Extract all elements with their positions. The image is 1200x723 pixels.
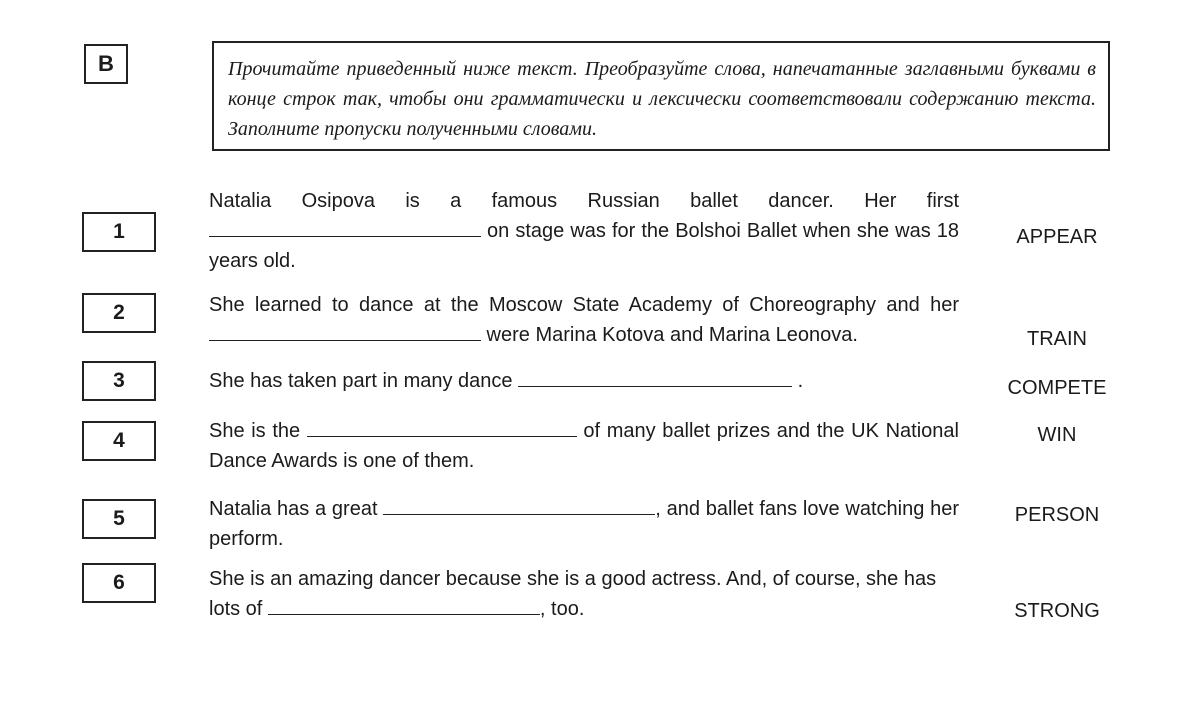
- sentence-part-before: Natalia Osipova is a famous Russian ballet dancer. Her first: [209, 190, 959, 212]
- task-keyword: STRONG: [1014, 600, 1100, 622]
- sentence-part-after: .: [792, 370, 804, 392]
- task-number-box: [82, 563, 156, 603]
- sentence-part-before: Natalia has a great: [209, 498, 384, 520]
- instructions-box: [212, 41, 1110, 151]
- task-number: 1: [113, 220, 125, 243]
- sentence-part-after: , and ballet fans love watching her perform.: [209, 498, 959, 550]
- task-number-box: [82, 361, 156, 401]
- task-keyword: WIN: [1037, 424, 1077, 446]
- sentence-part-before: She has taken part in many dance: [209, 370, 519, 392]
- task-number: 4: [113, 429, 125, 452]
- sentence-part-before: She is the: [209, 420, 307, 442]
- answer-blank[interactable]: [307, 419, 577, 437]
- task-number: 3: [113, 369, 125, 392]
- task-number-box: [82, 499, 156, 539]
- task-sentence: [209, 564, 959, 624]
- section-label: B: [98, 51, 114, 76]
- task-sentence: [209, 366, 959, 396]
- sentence-part-after: were Marina Kotova and Marina Leonova.: [481, 324, 858, 346]
- task-number-box: [82, 212, 156, 252]
- answer-blank[interactable]: [209, 323, 481, 341]
- sentence-part-after: of many ballet prizes and the UK National Dance Awards is one of them.: [209, 420, 959, 472]
- task-keyword: COMPETE: [1007, 377, 1107, 399]
- answer-blank[interactable]: [209, 219, 481, 237]
- task-sentence: [209, 494, 959, 554]
- task-sentence: [209, 416, 959, 476]
- answer-blank[interactable]: [268, 597, 540, 615]
- answer-blank[interactable]: [518, 369, 792, 387]
- sentence-part-after: on stage was for the Bolshoi Ballet when she was 18 years old.: [209, 220, 959, 272]
- sentence-part-before: She is an amazing dancer because she is a good actress. And, of course, she has lots of: [209, 568, 937, 620]
- sentence-part-before: She learned to dance at the Moscow State Academy of Choreography and her: [209, 294, 959, 316]
- task-keyword: APPEAR: [1016, 226, 1098, 248]
- section-label-box: [84, 44, 128, 84]
- task-sentence: [209, 290, 959, 350]
- task-number-box: [82, 293, 156, 333]
- task-number: 6: [113, 571, 125, 594]
- task-number-box: [82, 421, 156, 461]
- task-keyword: TRAIN: [1027, 328, 1087, 350]
- instructions-text: Прочитайте приведенный ниже текст. Преобразуйте слова, напечатанные заглавными буквами в конце строк так, чтобы они грамматически и лексически соответствовали содержанию текста. Заполните пропуски полученными словами.: [228, 58, 1096, 140]
- answer-blank[interactable]: [383, 497, 655, 515]
- task-sentence: [209, 186, 959, 276]
- task-keyword: PERSON: [1014, 504, 1100, 526]
- task-number: 2: [113, 301, 125, 324]
- sentence-part-after: , too.: [539, 598, 585, 620]
- task-number: 5: [113, 507, 125, 530]
